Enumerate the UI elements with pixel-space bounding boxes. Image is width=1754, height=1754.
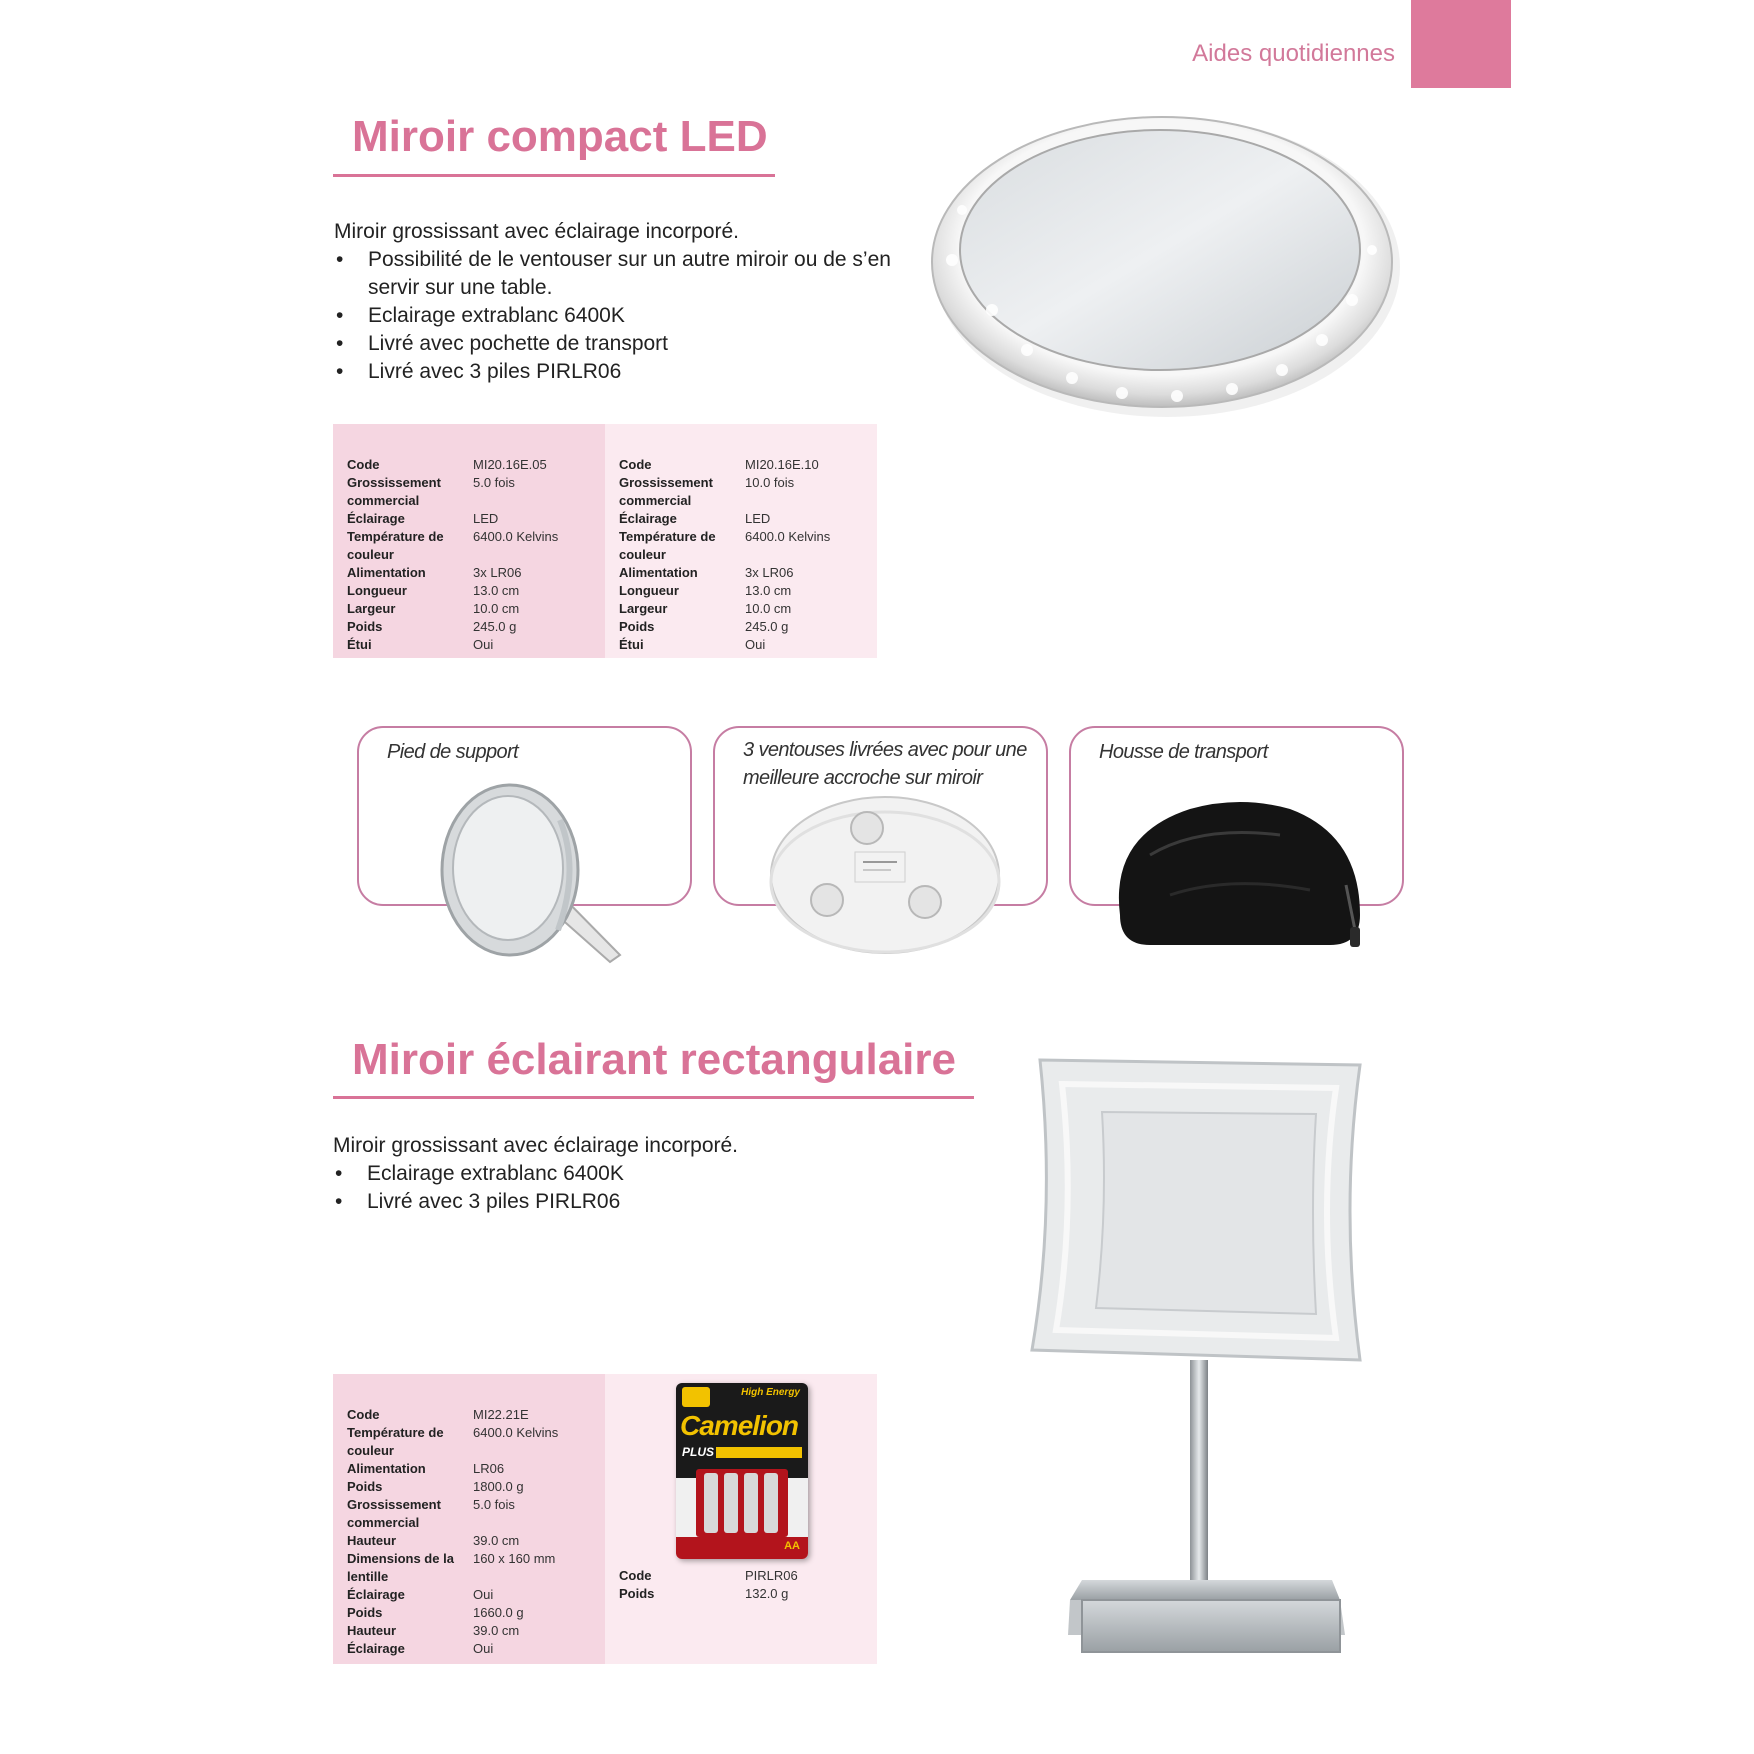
spec-value: 245.0 g [473,619,517,634]
product1-intro: Miroir grossissant avec éclairage incorporé. [334,220,739,243]
bullet-item: • Eclairage extrablanc 6400K [333,1160,893,1188]
spec-value: 6400.0 Kelvins [745,529,831,544]
spec-label: Code [619,457,652,472]
product1-title: Miroir compact LED [352,112,768,161]
round-led-mirror-image [922,110,1402,430]
spec-row [347,1640,597,1658]
spec-label: Largeur [619,601,668,616]
battery-cell [744,1473,758,1533]
spec-row [619,528,869,564]
spec-value: PIRLR06 [745,1568,798,1583]
battery-cell [764,1473,778,1533]
spec-row [347,636,597,654]
product2-description [333,1132,893,1216]
spec-label: Grossissement commercial [619,475,713,508]
spec-row [347,1460,597,1478]
spec-label: Code [347,1407,380,1422]
spec-label: Dimensions de la lentille [347,1551,454,1584]
spec-row [347,474,597,510]
spec-value: LR06 [473,1461,505,1476]
page-tab-marker [1411,0,1511,88]
spec-row [347,528,597,564]
bullet-item: • Livré avec pochette de transport [334,330,894,358]
section-label: Aides quotidiennes [1192,40,1395,67]
product1-bullet-list [334,246,894,386]
spec-row [619,510,869,528]
product1-spec-table-left [347,456,597,654]
spec-label: Éclairage [619,511,677,526]
spec-label: Éclairage [347,1641,405,1656]
spec-label: Température de couleur [347,1425,444,1458]
spec-row [619,582,869,600]
bullet-item: • Livré avec 3 piles PIRLR06 [333,1188,893,1216]
battery-pack-image [676,1383,808,1559]
spec-label: Poids [619,1586,655,1601]
battery-label-strip [716,1447,802,1458]
spec-value: 10.0 cm [745,601,792,616]
spec-row [347,1424,597,1460]
spec-value: 13.0 cm [473,583,520,598]
product1-description [334,218,894,386]
spec-label: Alimentation [619,565,698,580]
spec-row [347,510,597,528]
spec-value: 5.0 fois [473,475,515,490]
spec-row [619,564,869,582]
spec-label: Largeur [347,601,396,616]
product2-intro: Miroir grossissant avec éclairage incorporé. [333,1134,738,1157]
rectangular-lighted-mirror-image [1020,1050,1380,1670]
spec-row [619,1567,869,1585]
spec-value: 6400.0 Kelvins [473,529,559,544]
spec-row [347,1478,597,1496]
product1-spec-table-right [619,456,869,654]
spec-label: Hauteur [347,1623,397,1638]
suction-cups-image [765,790,1005,960]
battery-cell [724,1473,738,1533]
spec-label: Alimentation [347,1461,426,1476]
spec-value: 6400.0 Kelvins [473,1425,559,1440]
battery-brand-logo [682,1387,710,1407]
product2-title: Miroir éclairant rectangulaire [352,1035,956,1084]
spec-value: 5.0 fois [473,1497,515,1512]
bullet-item: • Possibilité de le ventouser sur un autre miroir ou de s’en servir sur une table. [334,246,894,302]
spec-row [347,600,597,618]
spec-value: 1800.0 g [473,1479,524,1494]
spec-label: Étui [347,637,372,652]
bullet-item: • Eclairage extrablanc 6400K [334,302,894,330]
spec-row [619,456,869,474]
spec-label: Longueur [347,583,407,598]
spec-label: Grossissement commercial [347,475,441,508]
spec-row [347,1496,597,1532]
spec-label: Température de couleur [619,529,716,562]
battery-line: PLUS [682,1445,715,1459]
product1-title-rule [333,174,775,177]
spec-row [347,1550,597,1586]
accessory-title: 3 ventouses livrées avec pour une meilleure accroche sur miroir [743,739,1027,789]
spec-label: Poids [347,1605,383,1620]
spec-value: 3x LR06 [745,565,794,580]
spec-label: Poids [347,1479,383,1494]
spec-row [619,600,869,618]
spec-row [347,1406,597,1424]
spec-row [347,618,597,636]
spec-label: Longueur [619,583,679,598]
spec-label: Grossissement commercial [347,1497,441,1530]
spec-row [619,1585,869,1603]
battery-badge: High Energy [741,1387,800,1398]
spec-value: LED [473,511,499,526]
spec-label: Étui [619,637,644,652]
spec-value: 160 x 160 mm [473,1551,556,1566]
spec-label: Poids [619,619,655,634]
spec-row [347,1532,597,1550]
spec-row [347,1604,597,1622]
spec-value: 10.0 fois [745,475,795,490]
spec-row [347,1622,597,1640]
spec-value: 245.0 g [745,619,789,634]
spec-value: 132.0 g [745,1586,789,1601]
spec-row [619,474,869,510]
spec-label: Code [347,457,380,472]
spec-value: Oui [473,1587,494,1602]
spec-label: Éclairage [347,1587,405,1602]
product2-spec-table-left [347,1406,597,1658]
spec-value: MI20.16E.05 [473,457,547,472]
accessory-title: Pied de support [387,741,519,763]
spec-row [619,636,869,654]
spec-label: Éclairage [347,511,405,526]
spec-row [619,618,869,636]
spec-value: 10.0 cm [473,601,520,616]
spec-value: MI20.16E.10 [745,457,819,472]
battery-spec-table [619,1567,869,1603]
spec-label: Poids [347,619,383,634]
battery-brand: Camelion [680,1410,799,1441]
spec-label: Hauteur [347,1533,397,1548]
accessory-title: Housse de transport [1099,741,1268,763]
spec-value: LED [745,511,771,526]
spec-label: Température de couleur [347,529,444,562]
product2-title-rule [333,1096,974,1099]
spec-value: 39.0 cm [473,1533,520,1548]
spec-value: Oui [473,637,494,652]
spec-label: Alimentation [347,565,426,580]
spec-row [347,582,597,600]
spec-row [347,564,597,582]
battery-size: AA [784,1540,800,1552]
mirror-stand-image [430,780,630,970]
spec-value: Oui [745,637,766,652]
product2-bullet-list [333,1160,893,1216]
spec-value: Oui [473,1641,494,1656]
spec-row [347,456,597,474]
spec-value: 1660.0 g [473,1605,524,1620]
spec-value: 3x LR06 [473,565,522,580]
spec-value: MI22.21E [473,1407,529,1422]
spec-row [347,1586,597,1604]
spec-value: 13.0 cm [745,583,792,598]
spec-label: Code [619,1568,652,1583]
bullet-item: • Livré avec 3 piles PIRLR06 [334,358,894,386]
battery-cell [704,1473,718,1533]
spec-value: 39.0 cm [473,1623,520,1638]
travel-pouch-image [1110,795,1370,955]
